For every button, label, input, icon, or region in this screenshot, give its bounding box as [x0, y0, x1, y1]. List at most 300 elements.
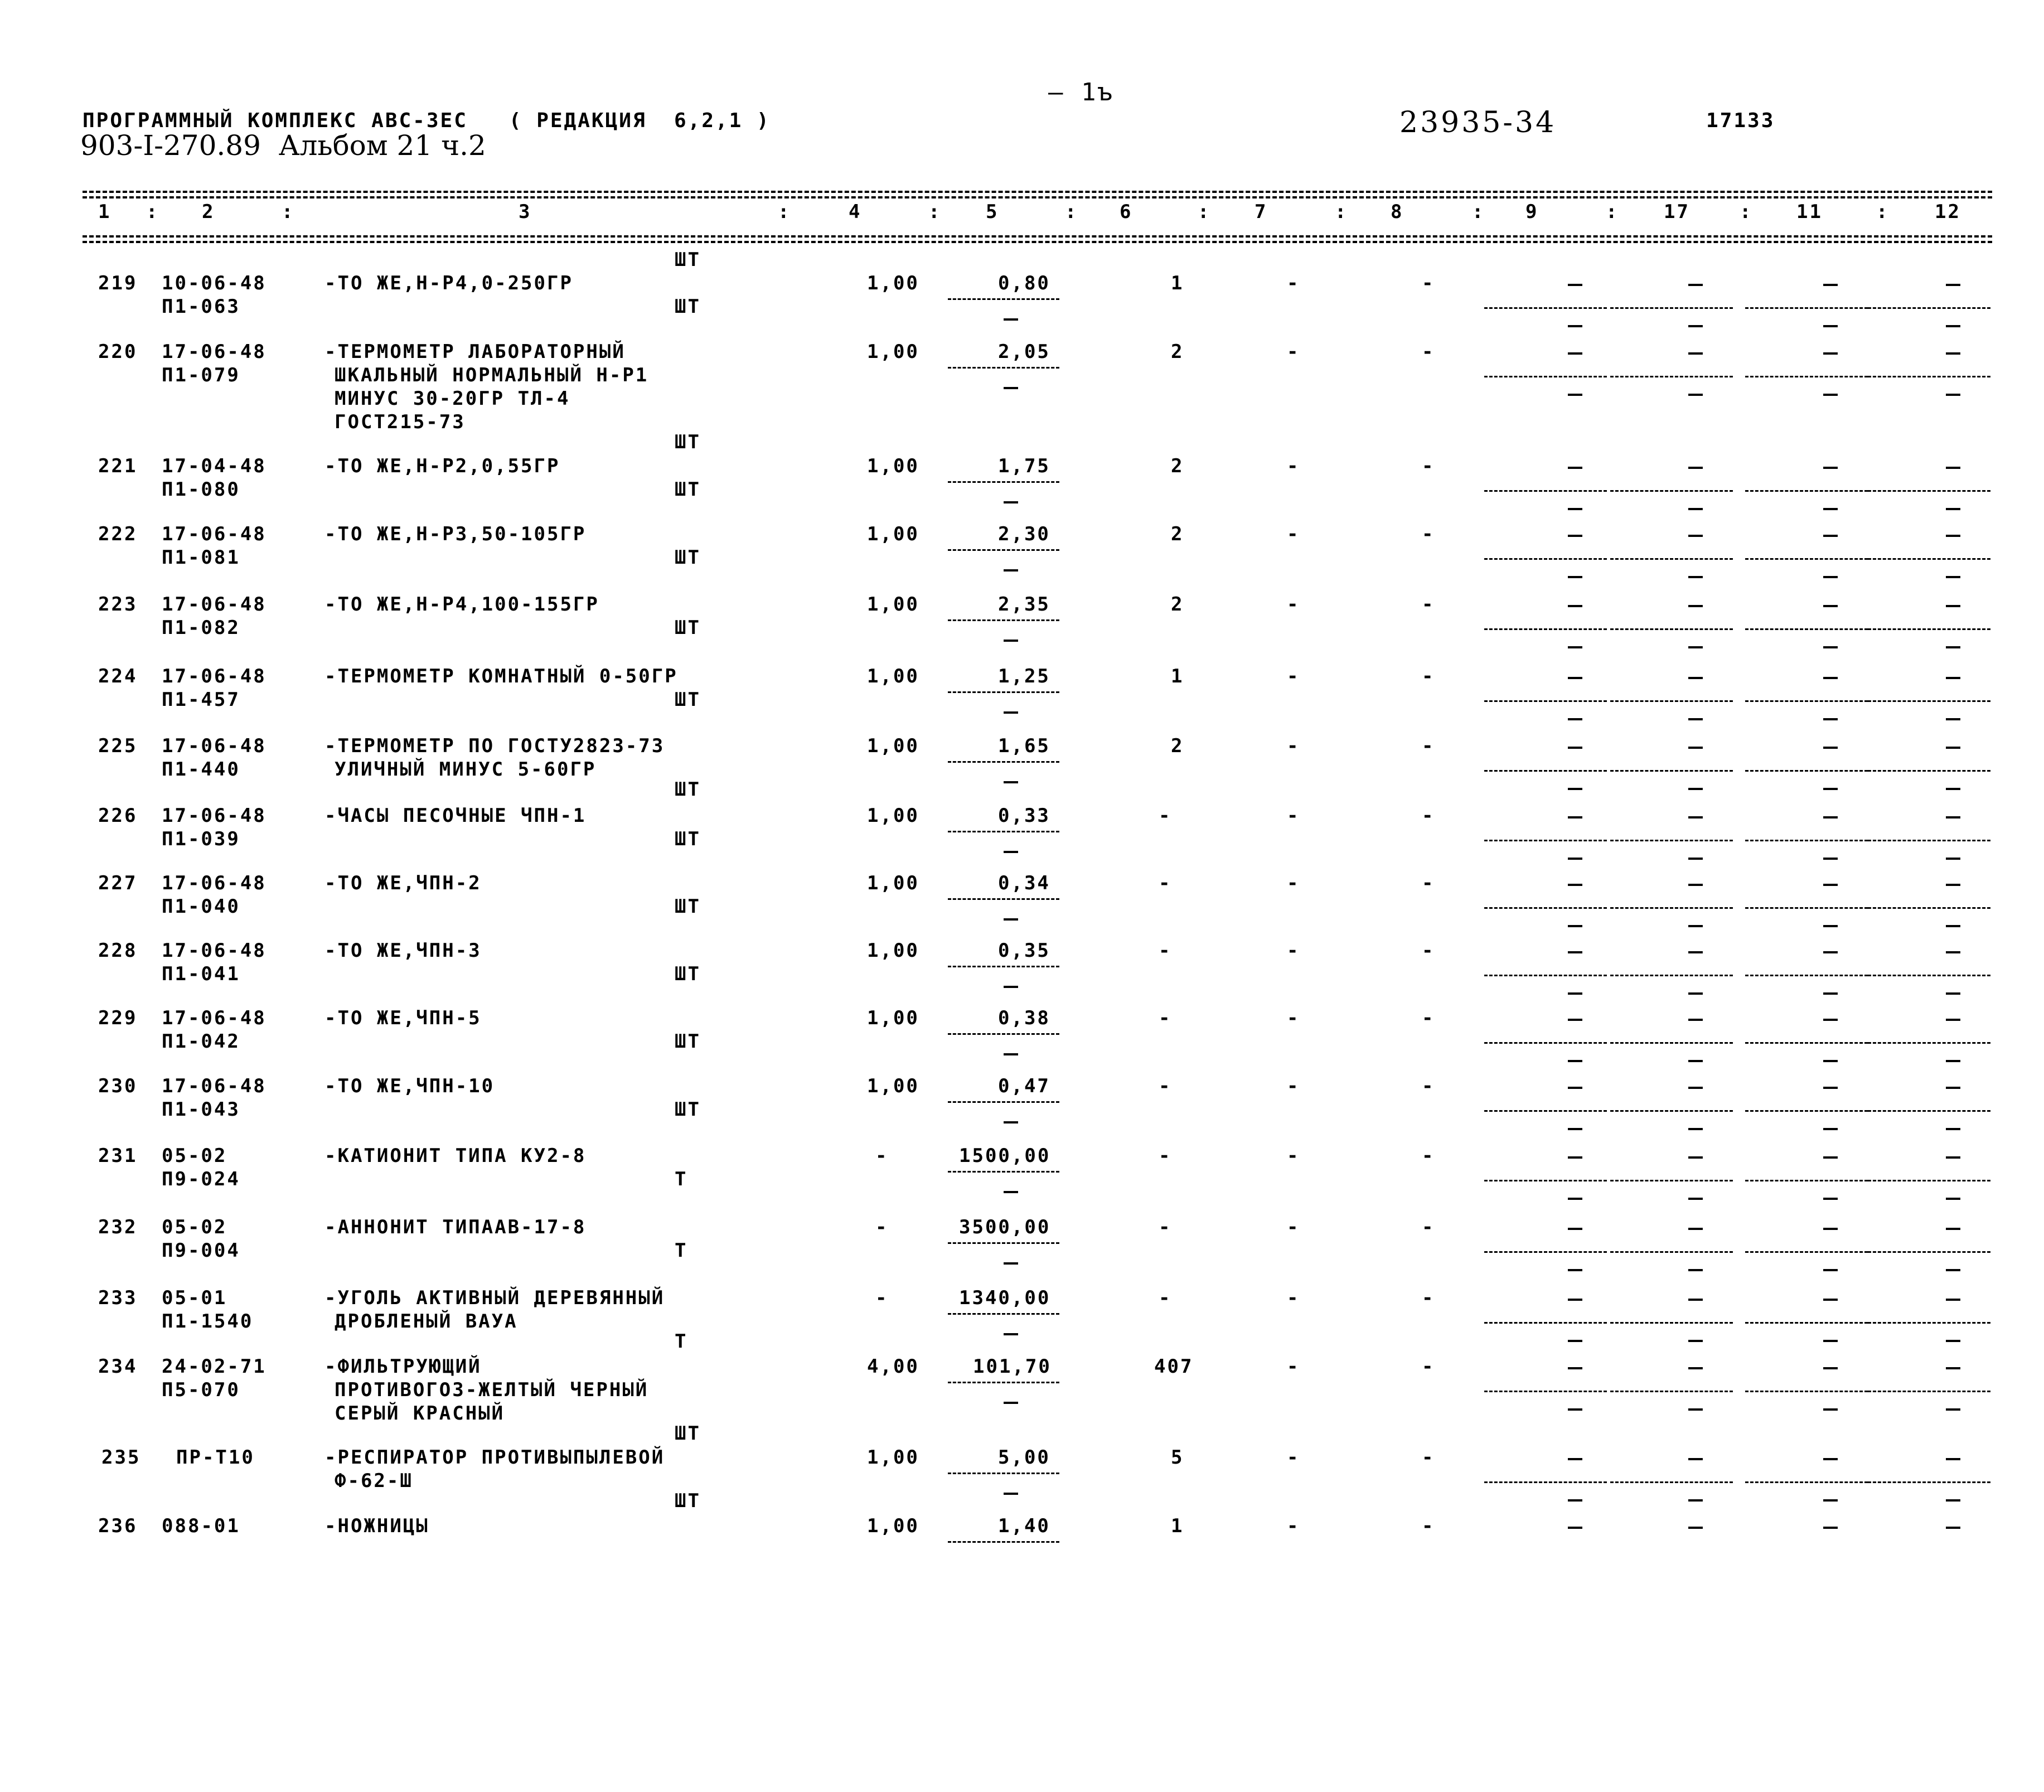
row-number: 221: [98, 455, 138, 477]
col5-lower-dash: [1004, 318, 1018, 321]
col11-upper-dash: [1823, 1087, 1838, 1089]
col11-lower-dash: [1823, 1408, 1838, 1411]
row-quantity: 1,00: [867, 1446, 919, 1469]
row-price-code: П1-043: [162, 1098, 240, 1121]
col9-upper-dash: [1568, 747, 1582, 749]
col12-lower-dash: [1946, 1340, 1960, 1342]
col10-upper-dash: [1688, 1156, 1703, 1159]
value-underline: [948, 1171, 1059, 1173]
col5-lower-dash: [1004, 986, 1018, 988]
col10-upper-dash: [1688, 1458, 1703, 1460]
row-name-line: -ТО ЖЕ,Н-Р2,0,55ГР: [324, 455, 560, 477]
row-price: 2,30: [998, 523, 1050, 545]
column-header-8: 8: [1391, 201, 1404, 223]
row-col8: -: [1422, 805, 1435, 827]
col9-divider: [1484, 975, 1607, 976]
col10-upper-dash: [1688, 284, 1703, 286]
col10-lower-dash: [1688, 508, 1703, 510]
column-separator: :: [928, 201, 942, 223]
row-code: 10-06-48: [162, 272, 267, 294]
row-quantity: 1,00: [867, 272, 919, 294]
col9-upper-dash: [1568, 284, 1582, 286]
row-unit: ШТ: [675, 431, 701, 453]
row-name-line: -ЧАСЫ ПЕСОЧНЫЕ ЧПН-1: [324, 805, 587, 827]
column-separator: :: [1606, 201, 1619, 223]
col11-divider: [1745, 490, 1868, 492]
col11-divider: [1745, 1180, 1868, 1181]
col12-divider: [1868, 975, 1990, 976]
value-underline: [948, 966, 1059, 967]
col11-upper-dash: [1823, 284, 1838, 286]
value-underline: [948, 898, 1059, 900]
col11-lower-dash: [1823, 1060, 1838, 1062]
row-unit: ШТ: [675, 1490, 701, 1512]
row-code: 17-06-48: [162, 593, 267, 616]
col10-divider: [1610, 1042, 1733, 1044]
row-name-line: -ТО ЖЕ,ЧПН-5: [324, 1007, 482, 1029]
col12-divider: [1868, 376, 1990, 377]
col11-divider: [1745, 307, 1868, 309]
row-quantity: 1,00: [867, 735, 919, 757]
row-col6: 2: [1171, 593, 1184, 616]
row-number: 234: [98, 1355, 138, 1378]
row-name-line: -ТО ЖЕ,Н-Р4,100-155ГР: [324, 593, 599, 616]
row-col6: 1: [1171, 272, 1184, 294]
col12-upper-dash: [1946, 1228, 1960, 1230]
col11-lower-dash: [1823, 394, 1838, 396]
col11-lower-dash: [1823, 992, 1838, 995]
row-number: 224: [98, 665, 138, 687]
row-col6: 1: [1171, 665, 1184, 687]
row-col7: -: [1287, 1075, 1300, 1097]
col12-lower-dash: [1946, 646, 1960, 648]
row-quantity: 1,00: [867, 1515, 919, 1537]
col11-divider: [1745, 1391, 1868, 1392]
value-underline: [948, 1033, 1059, 1035]
row-col6: -: [1159, 939, 1172, 962]
col10-lower-dash: [1688, 1269, 1703, 1271]
col9-divider: [1484, 1110, 1607, 1112]
col12-upper-dash: [1946, 1087, 1960, 1089]
col5-lower-dash: [1004, 640, 1018, 642]
row-price: 2,35: [998, 593, 1050, 616]
row-price: 5,00: [998, 1446, 1050, 1469]
row-price-code: П1-080: [162, 478, 240, 501]
col12-lower-dash: [1946, 325, 1960, 327]
col9-lower-dash: [1568, 718, 1582, 720]
col12-upper-dash: [1946, 352, 1960, 355]
col5-lower-dash: [1004, 501, 1018, 503]
row-col8: -: [1422, 665, 1435, 687]
col11-lower-dash: [1823, 1128, 1838, 1130]
col12-lower-dash: [1946, 858, 1960, 860]
col12-lower-dash: [1946, 394, 1960, 396]
col9-divider: [1484, 1322, 1607, 1324]
column-header-5: 5: [986, 201, 999, 223]
header-rule-top-2: [83, 196, 1992, 198]
column-separator: :: [1335, 201, 1348, 223]
col11-divider: [1745, 907, 1868, 909]
row-code: 17-06-48: [162, 1075, 267, 1097]
col11-divider: [1745, 975, 1868, 976]
col10-lower-dash: [1688, 1408, 1703, 1411]
row-unit: ШТ: [675, 778, 701, 801]
row-col7: -: [1287, 735, 1300, 757]
col10-divider: [1610, 558, 1733, 560]
value-underline: [948, 549, 1059, 551]
row-col6: -: [1159, 805, 1172, 827]
col9-lower-dash: [1568, 858, 1582, 860]
row-quantity: -: [875, 1145, 889, 1167]
col10-divider: [1610, 770, 1733, 772]
row-price: 0,80: [998, 272, 1050, 294]
col9-upper-dash: [1568, 1527, 1582, 1529]
col5-lower-dash: [1004, 1121, 1018, 1123]
col12-divider: [1868, 558, 1990, 560]
col11-divider: [1745, 1481, 1868, 1483]
row-name-line: -ТО ЖЕ,ЧПН-10: [324, 1075, 495, 1097]
row-name-line: СЕРЫЙ КРАСНЫЙ: [335, 1402, 505, 1425]
row-name-line: ГОСТ215-73: [335, 411, 466, 433]
row-col8: -: [1422, 272, 1435, 294]
row-col8: -: [1422, 1145, 1435, 1167]
col12-upper-dash: [1946, 1299, 1960, 1301]
col5-lower-dash: [1004, 1262, 1018, 1265]
col9-divider: [1484, 307, 1607, 309]
row-number: 235: [101, 1446, 141, 1469]
col11-lower-dash: [1823, 1269, 1838, 1271]
row-name-line: -ТО ЖЕ,Н-Р3,50-105ГР: [324, 523, 587, 545]
row-price-code: П1-081: [162, 546, 240, 569]
row-code: 088-01: [162, 1515, 240, 1537]
row-col7: -: [1287, 1145, 1300, 1167]
col9-upper-dash: [1568, 352, 1582, 355]
col11-upper-dash: [1823, 467, 1838, 469]
col12-upper-dash: [1946, 747, 1960, 749]
col11-lower-dash: [1823, 646, 1838, 648]
row-name-line: МИНУС 30-20ГР ТЛ-4: [335, 388, 570, 410]
row-price: 0,33: [998, 805, 1050, 827]
col10-divider: [1610, 490, 1733, 492]
col10-upper-dash: [1688, 467, 1703, 469]
row-price-code: П1-063: [162, 296, 240, 318]
col12-upper-dash: [1946, 1019, 1960, 1021]
row-name-line: -РЕСПИРАТОР ПРОТИВЫПЫЛЕВОЙ: [324, 1446, 665, 1469]
col9-lower-dash: [1568, 1408, 1582, 1411]
col12-upper-dash: [1946, 884, 1960, 886]
col9-lower-dash: [1568, 1499, 1582, 1502]
col11-divider: [1745, 1042, 1868, 1044]
col5-lower-dash: [1004, 387, 1018, 389]
col11-divider: [1745, 1110, 1868, 1112]
col12-divider: [1868, 1110, 1990, 1112]
row-number: 236: [98, 1515, 138, 1537]
col12-divider: [1868, 1042, 1990, 1044]
value-underline: [948, 1313, 1059, 1315]
row-price-code: П1-039: [162, 828, 240, 850]
row-col6: -: [1159, 1145, 1172, 1167]
col12-upper-dash: [1946, 284, 1960, 286]
album-line: 903-I-270.89 Альбом 21 ч.2: [80, 129, 486, 162]
row-col7: -: [1287, 523, 1300, 545]
row-quantity: 1,00: [867, 665, 919, 687]
col10-upper-dash: [1688, 951, 1703, 953]
row-name-line: -ТО ЖЕ,ЧПН-2: [324, 872, 482, 894]
row-quantity: 1,00: [867, 455, 919, 477]
row-number: 222: [98, 523, 138, 545]
col10-lower-dash: [1688, 718, 1703, 720]
row-name-line: -ТЕРМОМЕТР ПО ГОСТУ2823-73: [324, 735, 665, 757]
col10-upper-dash: [1688, 1087, 1703, 1089]
col10-divider: [1610, 840, 1733, 841]
value-underline: [948, 761, 1059, 763]
row-code: 24-02-71: [162, 1355, 267, 1378]
row-price-code: П9-004: [162, 1239, 240, 1262]
col10-lower-dash: [1688, 325, 1703, 327]
col9-lower-dash: [1568, 1340, 1582, 1342]
col12-divider: [1868, 1322, 1990, 1324]
row-unit: ШТ: [675, 895, 701, 918]
col9-upper-dash: [1568, 1299, 1582, 1301]
row-price-code: П1-1540: [162, 1310, 254, 1333]
col5-lower-dash: [1004, 1402, 1018, 1404]
row-code: 17-06-48: [162, 1007, 267, 1029]
col10-upper-dash: [1688, 1367, 1703, 1369]
col11-upper-dash: [1823, 1367, 1838, 1369]
col9-upper-dash: [1568, 1228, 1582, 1230]
col11-upper-dash: [1823, 1228, 1838, 1230]
col10-divider: [1610, 376, 1733, 377]
col11-divider: [1745, 700, 1868, 702]
col9-lower-dash: [1568, 992, 1582, 995]
col12-upper-dash: [1946, 467, 1960, 469]
row-col8: -: [1422, 1007, 1435, 1029]
row-quantity: 1,00: [867, 1007, 919, 1029]
col9-divider: [1484, 376, 1607, 377]
row-unit: ШТ: [675, 546, 701, 569]
col10-divider: [1610, 1110, 1733, 1112]
row-price: 0,47: [998, 1075, 1050, 1097]
col11-lower-dash: [1823, 508, 1838, 510]
column-separator: :: [778, 201, 791, 223]
row-number: 228: [98, 939, 138, 962]
col10-lower-dash: [1688, 394, 1703, 396]
col9-divider: [1484, 840, 1607, 841]
column-separator: :: [146, 201, 159, 223]
col10-upper-dash: [1688, 1527, 1703, 1529]
row-number: 231: [98, 1145, 138, 1167]
row-number: 227: [98, 872, 138, 894]
page-mark: – 1ъ: [1048, 78, 1114, 106]
col10-upper-dash: [1688, 605, 1703, 607]
col9-upper-dash: [1568, 677, 1582, 679]
col11-divider: [1745, 840, 1868, 841]
col12-upper-dash: [1946, 816, 1960, 818]
row-price: 1,75: [998, 455, 1050, 477]
col10-upper-dash: [1688, 1228, 1703, 1230]
col9-divider: [1484, 628, 1607, 630]
col10-lower-dash: [1688, 858, 1703, 860]
col9-lower-dash: [1568, 1128, 1582, 1130]
header-rule-top: [83, 191, 1992, 193]
col10-upper-dash: [1688, 535, 1703, 537]
column-separator: :: [1472, 201, 1485, 223]
row-col8: -: [1422, 872, 1435, 894]
col12-upper-dash: [1946, 535, 1960, 537]
header-rule-bottom: [83, 235, 1992, 238]
col10-lower-dash: [1688, 576, 1703, 578]
col11-upper-dash: [1823, 816, 1838, 818]
row-col8: -: [1422, 1446, 1435, 1469]
row-col6: -: [1159, 1216, 1172, 1238]
col10-divider: [1610, 1251, 1733, 1253]
row-price: 1340,00: [959, 1287, 1051, 1309]
col9-upper-dash: [1568, 816, 1582, 818]
row-col6: 2: [1171, 523, 1184, 545]
column-header-10: 17: [1664, 201, 1690, 223]
col9-lower-dash: [1568, 788, 1582, 790]
row-unit: Т: [675, 1330, 688, 1353]
col9-upper-dash: [1568, 1458, 1582, 1460]
col5-lower-dash: [1004, 1053, 1018, 1055]
col10-divider: [1610, 907, 1733, 909]
row-col7: -: [1287, 665, 1300, 687]
row-name-line: -ТЕРМОМЕТР КОМНАТНЫЙ 0-50ГР: [324, 665, 678, 687]
row-price: 1,65: [998, 735, 1050, 757]
col12-upper-dash: [1946, 677, 1960, 679]
col10-upper-dash: [1688, 677, 1703, 679]
row-name-line: Ф-62-Ш: [335, 1470, 413, 1492]
row-unit: ШТ: [675, 1422, 701, 1445]
row-unit: ШТ: [675, 617, 701, 639]
column-separator: :: [1876, 201, 1890, 223]
row-col8: -: [1422, 523, 1435, 545]
col12-divider: [1868, 1180, 1990, 1181]
col9-upper-dash: [1568, 1367, 1582, 1369]
col12-lower-dash: [1946, 1128, 1960, 1130]
row-col6: -: [1159, 1287, 1172, 1309]
col12-upper-dash: [1946, 1458, 1960, 1460]
col5-lower-dash: [1004, 569, 1018, 571]
col9-lower-dash: [1568, 508, 1582, 510]
col9-upper-dash: [1568, 884, 1582, 886]
row-number: 232: [98, 1216, 138, 1238]
row-quantity: 1,00: [867, 341, 919, 363]
column-header-4: 4: [849, 201, 862, 223]
row-code: 17-06-48: [162, 665, 267, 687]
row-col7: -: [1287, 455, 1300, 477]
col10-lower-dash: [1688, 1340, 1703, 1342]
col11-upper-dash: [1823, 951, 1838, 953]
col12-upper-dash: [1946, 1367, 1960, 1369]
row-col8: -: [1422, 1515, 1435, 1537]
col12-lower-dash: [1946, 1060, 1960, 1062]
row-price-code: П1-040: [162, 895, 240, 918]
col9-lower-dash: [1568, 646, 1582, 648]
col9-divider: [1484, 907, 1607, 909]
row-name-line: -ТО ЖЕ,Н-Р4,0-250ГР: [324, 272, 573, 294]
col12-lower-dash: [1946, 1408, 1960, 1411]
col9-divider: [1484, 1251, 1607, 1253]
col9-divider: [1484, 700, 1607, 702]
row-price: 1500,00: [959, 1145, 1051, 1167]
row-code: 17-06-48: [162, 341, 267, 363]
col5-lower-dash: [1004, 851, 1018, 853]
col9-upper-dash: [1568, 535, 1582, 537]
row-col7: -: [1287, 593, 1300, 616]
row-unit: ШТ: [675, 478, 701, 501]
value-underline: [948, 367, 1059, 369]
column-header-1: 1: [98, 201, 112, 223]
col9-lower-dash: [1568, 1060, 1582, 1062]
col11-upper-dash: [1823, 1019, 1838, 1021]
col5-lower-dash: [1004, 781, 1018, 783]
row-col6: 2: [1171, 455, 1184, 477]
row-quantity: 4,00: [867, 1355, 919, 1378]
row-code: ПР-Т10: [176, 1446, 255, 1469]
row-quantity: 1,00: [867, 1075, 919, 1097]
col12-lower-dash: [1946, 576, 1960, 578]
column-header-11: 11: [1796, 201, 1823, 223]
row-code: 05-02: [162, 1216, 227, 1238]
row-number: 223: [98, 593, 138, 616]
col11-upper-dash: [1823, 747, 1838, 749]
row-quantity: 1,00: [867, 593, 919, 616]
col10-divider: [1610, 1322, 1733, 1324]
col10-upper-dash: [1688, 816, 1703, 818]
col9-divider: [1484, 490, 1607, 492]
col9-lower-dash: [1568, 1269, 1582, 1271]
col10-lower-dash: [1688, 1060, 1703, 1062]
row-unit: ШТ: [675, 249, 701, 271]
code-number: 17133: [1706, 109, 1775, 132]
col9-upper-dash: [1568, 1156, 1582, 1159]
col9-upper-dash: [1568, 605, 1582, 607]
col11-upper-dash: [1823, 1458, 1838, 1460]
row-price-code: П1-457: [162, 689, 240, 711]
row-col6: -: [1159, 1007, 1172, 1029]
column-separator: :: [282, 201, 295, 223]
column-header-12: 12: [1935, 201, 1961, 223]
row-code: 05-01: [162, 1287, 227, 1309]
col10-upper-dash: [1688, 747, 1703, 749]
col11-upper-dash: [1823, 677, 1838, 679]
row-name-line: -АННОНИТ ТИПААВ-17-8: [324, 1216, 587, 1238]
row-price: 3500,00: [959, 1216, 1051, 1238]
col11-lower-dash: [1823, 576, 1838, 578]
col12-lower-dash: [1946, 1198, 1960, 1200]
row-col7: -: [1287, 1515, 1300, 1537]
row-quantity: 1,00: [867, 939, 919, 962]
col12-lower-dash: [1946, 508, 1960, 510]
column-separator: :: [1065, 201, 1078, 223]
row-col7: -: [1287, 805, 1300, 827]
row-price-code: П9-024: [162, 1168, 240, 1190]
value-underline: [948, 298, 1059, 300]
row-col6: 407: [1154, 1355, 1194, 1378]
row-price-code: П1-079: [162, 364, 240, 386]
col12-lower-dash: [1946, 992, 1960, 995]
col9-upper-dash: [1568, 951, 1582, 953]
col12-divider: [1868, 490, 1990, 492]
col10-lower-dash: [1688, 925, 1703, 927]
col11-upper-dash: [1823, 1156, 1838, 1159]
col9-upper-dash: [1568, 467, 1582, 469]
row-price-code: П1-082: [162, 617, 240, 639]
col10-divider: [1610, 975, 1733, 976]
col9-lower-dash: [1568, 394, 1582, 396]
row-col8: -: [1422, 593, 1435, 616]
